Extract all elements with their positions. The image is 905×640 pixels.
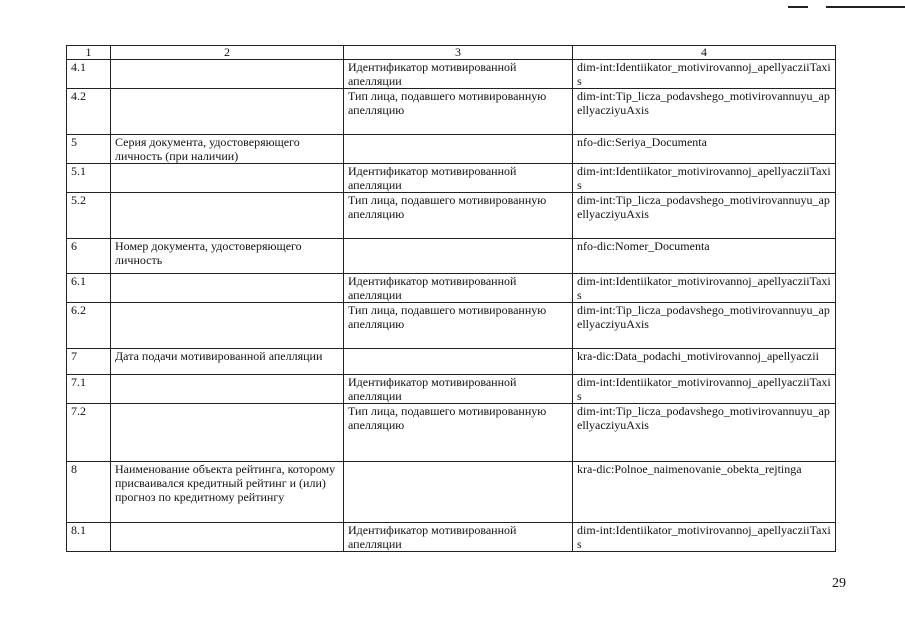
row-number-cell: 6 — [67, 239, 111, 274]
dimension-cell: Идентификатор мотивированной апелляции — [344, 60, 573, 89]
table-row — [67, 303, 836, 349]
description-cell: Наименование объекта рейтинга, которому присваивался кредитный рейтинг и (или) прогноз по кредитному рейтингу — [111, 462, 344, 523]
header-col-4: 4 — [573, 46, 836, 60]
row-number-cell: 5.2 — [67, 193, 111, 239]
element-code-cell: nfo-dic:Nomer_Documenta — [573, 239, 836, 274]
description-cell: Номер документа, удостоверяющего личность — [111, 239, 344, 274]
dimension-cell: Тип лица, подавшего мотивированную апелляцию — [344, 193, 573, 239]
element-code-cell: kra-dic:Data_podachi_motivirovannoj_apellyaczii — [573, 349, 836, 375]
description-cell — [111, 193, 344, 239]
row-number-cell: 7.2 — [67, 404, 111, 462]
table-row — [67, 239, 836, 274]
table-row — [67, 523, 836, 552]
dimension-cell: Идентификатор мотивированной апелляции — [344, 523, 573, 552]
element-code-cell: dim-int:Tip_licza_podavshego_motivirovannuyu_apellyacziyuAxis — [573, 89, 836, 135]
row-number-cell: 5 — [67, 135, 111, 164]
dimension-cell: Идентификатор мотивированной апелляции — [344, 164, 573, 193]
description-cell — [111, 164, 344, 193]
row-number-cell: 7.1 — [67, 375, 111, 404]
dimension-cell — [344, 239, 573, 274]
table-row — [67, 164, 836, 193]
row-number-cell: 6.2 — [67, 303, 111, 349]
description-cell — [111, 89, 344, 135]
description-cell — [111, 60, 344, 89]
table-header-row — [67, 46, 836, 60]
description-cell: Серия документа, удостоверяющего личность (при наличии) — [111, 135, 344, 164]
element-code-cell: dim-int:Identiikator_motivirovannoj_apellyacziiTaxis — [573, 60, 836, 89]
element-code-cell: dim-int:Identiikator_motivirovannoj_apellyacziiTaxis — [573, 523, 836, 552]
header-col-1: 1 — [67, 46, 111, 60]
top-rule-short — [788, 6, 808, 8]
table-row — [67, 274, 836, 303]
dimension-cell: Тип лица, подавшего мотивированную апелляцию — [344, 89, 573, 135]
element-code-cell: dim-int:Identiikator_motivirovannoj_apellyacziiTaxis — [573, 164, 836, 193]
page-number: 29 — [832, 576, 846, 591]
row-number-cell: 4.2 — [67, 89, 111, 135]
dimension-cell: Тип лица, подавшего мотивированную апелляцию — [344, 404, 573, 462]
description-cell — [111, 523, 344, 552]
table-row — [67, 375, 836, 404]
dimension-cell — [344, 135, 573, 164]
table-row — [67, 193, 836, 239]
header-col-2: 2 — [111, 46, 344, 60]
element-code-cell: kra-dic:Polnoe_naimenovanie_obekta_rejtinga — [573, 462, 836, 523]
table-body — [67, 60, 836, 552]
dimension-cell — [344, 349, 573, 375]
description-cell — [111, 274, 344, 303]
row-number-cell: 8 — [67, 462, 111, 523]
dimension-cell: Идентификатор мотивированной апелляции — [344, 274, 573, 303]
table-row — [67, 135, 836, 164]
dimension-cell — [344, 462, 573, 523]
table-row — [67, 404, 836, 462]
row-number-cell: 8.1 — [67, 523, 111, 552]
dimension-cell: Идентификатор мотивированной апелляции — [344, 375, 573, 404]
element-code-cell: nfo-dic:Seriya_Documenta — [573, 135, 836, 164]
top-rule-long — [826, 6, 905, 8]
description-cell — [111, 404, 344, 462]
table-row — [67, 60, 836, 89]
element-code-cell: dim-int:Tip_licza_podavshego_motivirovannuyu_apellyacziyuAxis — [573, 193, 836, 239]
dimension-cell: Тип лица, подавшего мотивированную апелляцию — [344, 303, 573, 349]
attributes-table — [66, 45, 836, 552]
table-row — [67, 89, 836, 135]
header-col-3: 3 — [344, 46, 573, 60]
table-row — [67, 349, 836, 375]
element-code-cell: dim-int:Identiikator_motivirovannoj_apellyacziiTaxis — [573, 274, 836, 303]
element-code-cell: dim-int:Identiikator_motivirovannoj_apellyacziiTaxis — [573, 375, 836, 404]
description-cell: Дата подачи мотивированной апелляции — [111, 349, 344, 375]
description-cell — [111, 303, 344, 349]
row-number-cell: 4.1 — [67, 60, 111, 89]
element-code-cell: dim-int:Tip_licza_podavshego_motivirovannuyu_apellyacziyuAxis — [573, 303, 836, 349]
row-number-cell: 5.1 — [67, 164, 111, 193]
element-code-cell: dim-int:Tip_licza_podavshego_motivirovannuyu_apellyacziyuAxis — [573, 404, 836, 462]
table-row — [67, 462, 836, 523]
row-number-cell: 7 — [67, 349, 111, 375]
description-cell — [111, 375, 344, 404]
row-number-cell: 6.1 — [67, 274, 111, 303]
